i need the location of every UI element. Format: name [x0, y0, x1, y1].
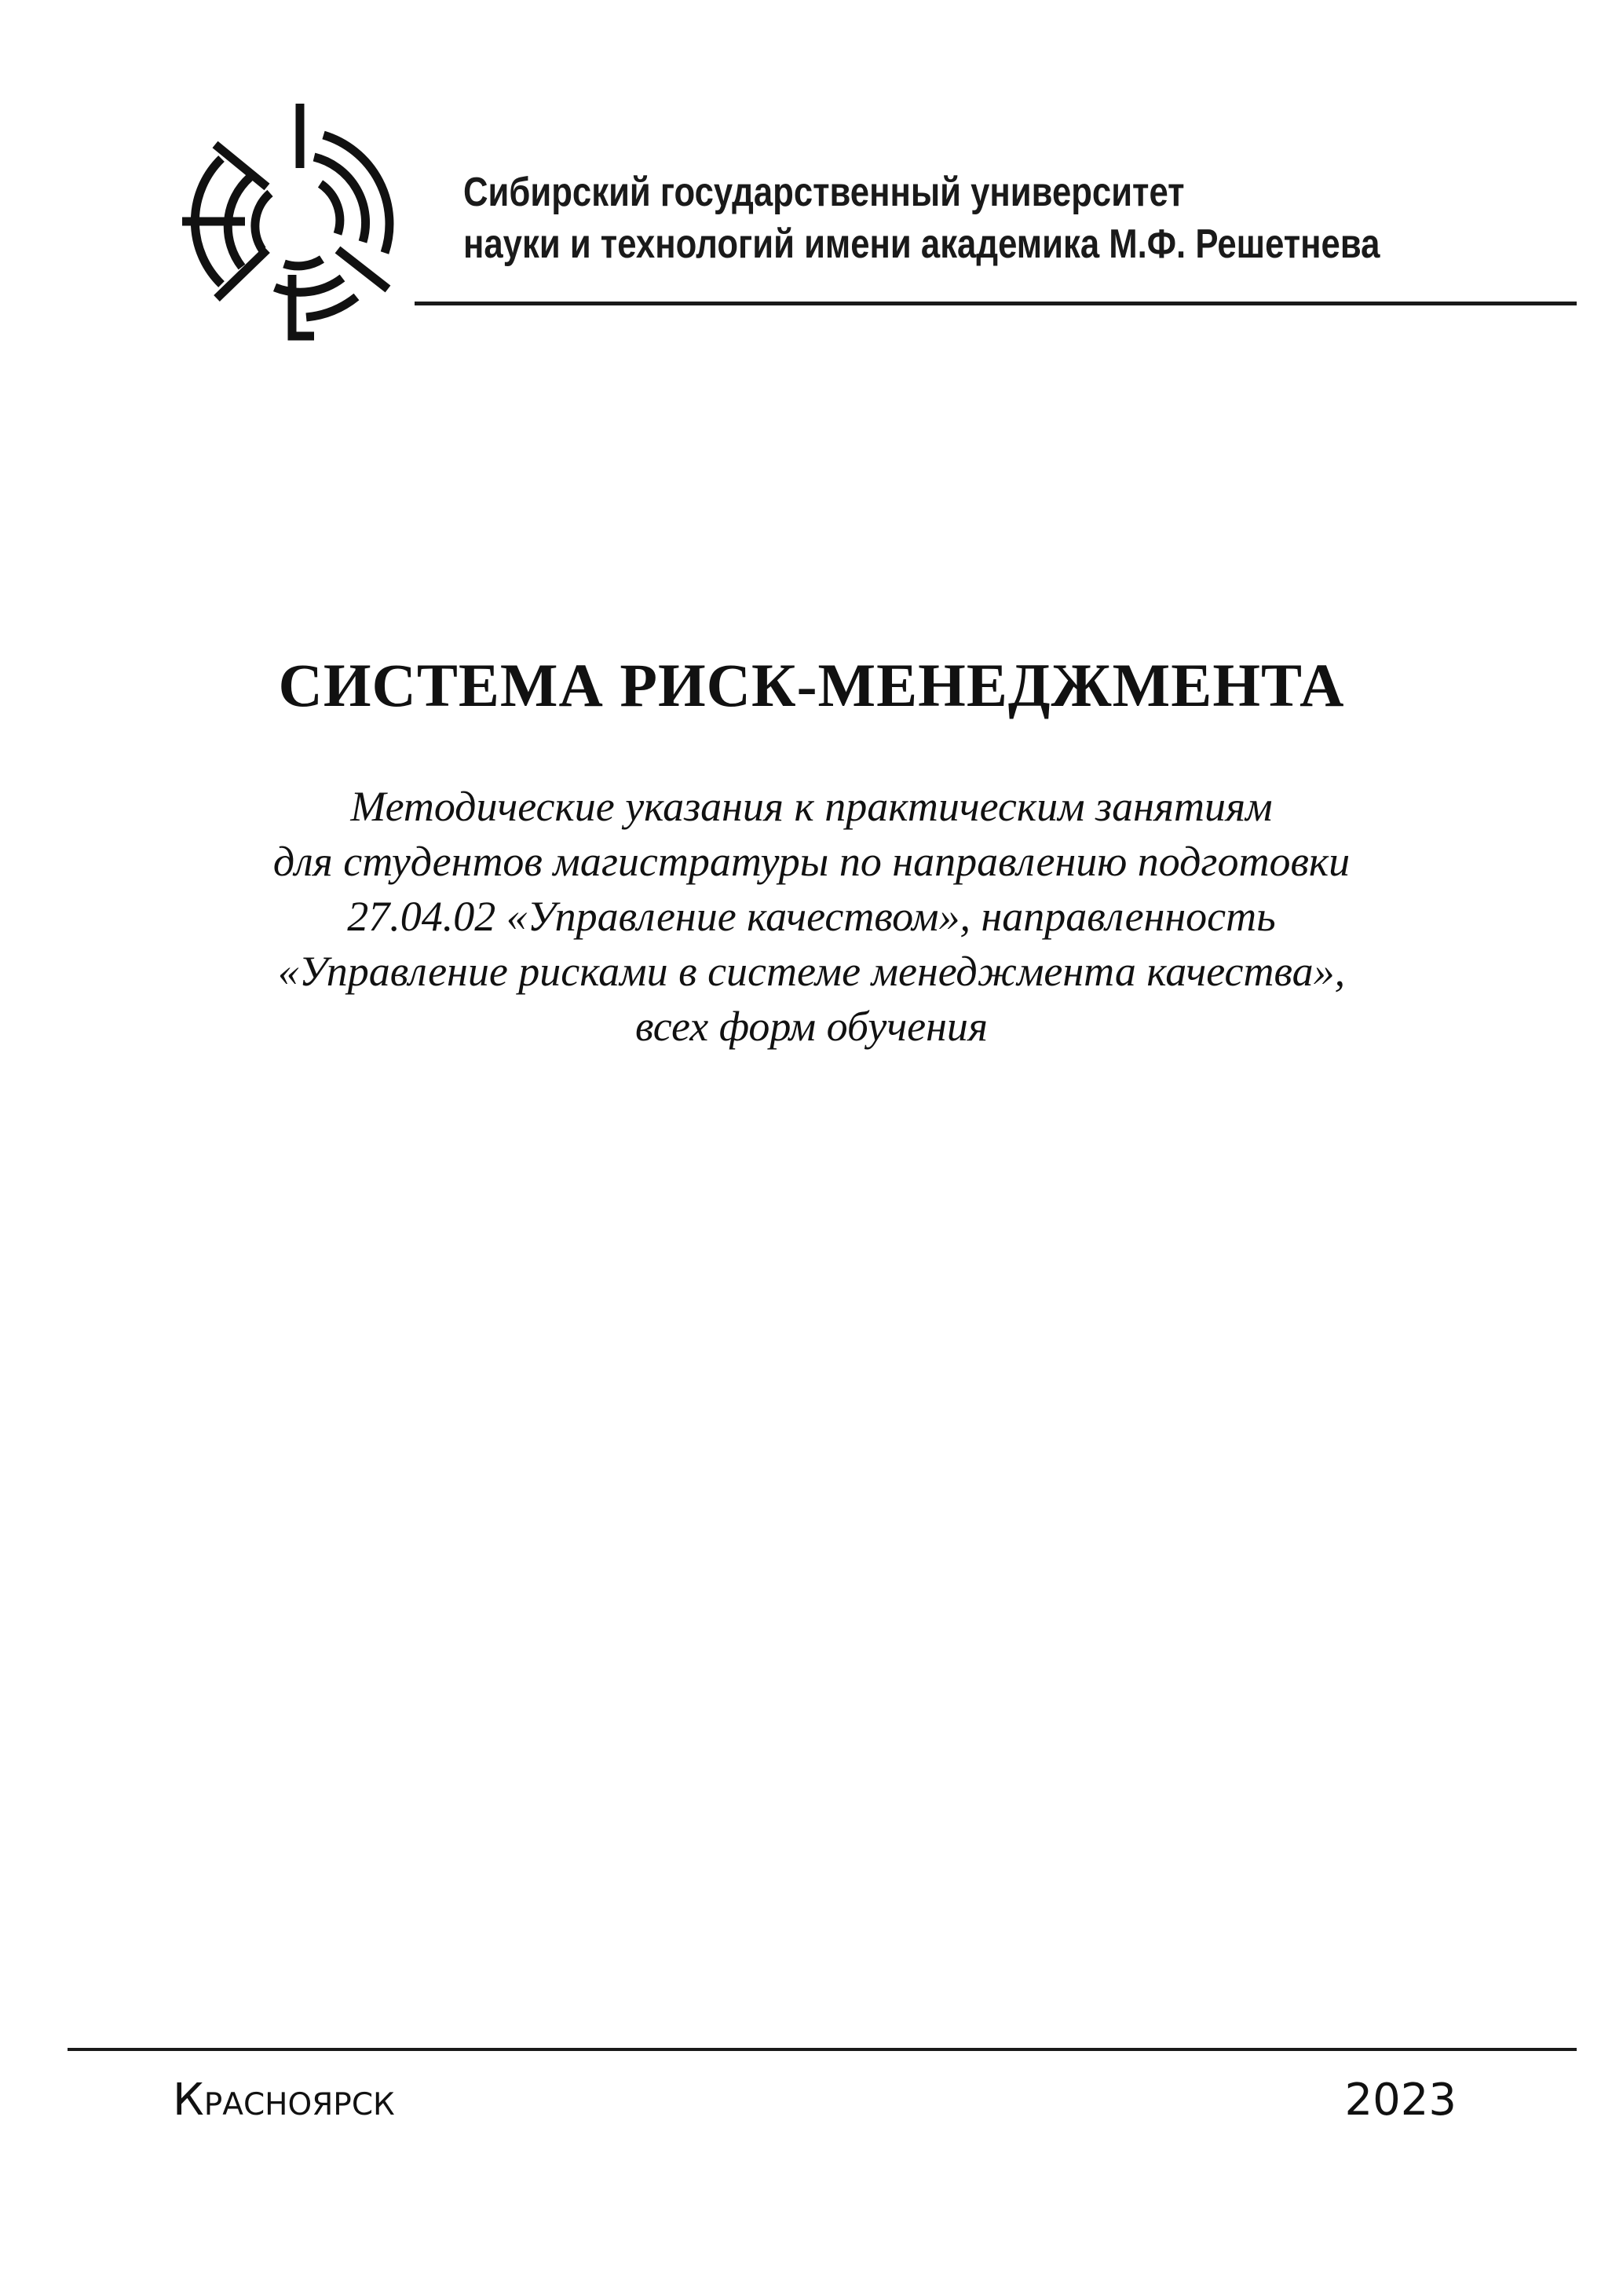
document-subtitle [0, 779, 1623, 1054]
university-name-line1: Сибирский государственный университет [463, 170, 1185, 215]
publication-year: 2023 [1344, 2075, 1457, 2126]
publication-city: Красноярск [173, 2075, 395, 2126]
subtitle-line: для студентов магистратуры по направлению подготовки [272, 838, 1351, 885]
subtitle-line: 27.04.02 «Управление качеством», направленность [347, 893, 1276, 940]
university-name-line2: науки и технологий имени академика М.Ф. Решетнева [463, 221, 1380, 267]
subtitle-line: Методические указания к практическим занятиям [350, 783, 1273, 830]
document-title: СИСТЕМА РИСК-МЕНЕДЖМЕНТА [278, 651, 1345, 719]
subtitle-line: всех форм обучения [635, 1003, 988, 1050]
header-divider [415, 302, 1577, 305]
footer-divider [68, 2048, 1577, 2051]
subtitle-line: «Управление рисками в системе менеджмента качества», [277, 948, 1346, 995]
university-name [463, 166, 1380, 270]
university-emblem-icon [174, 96, 410, 347]
